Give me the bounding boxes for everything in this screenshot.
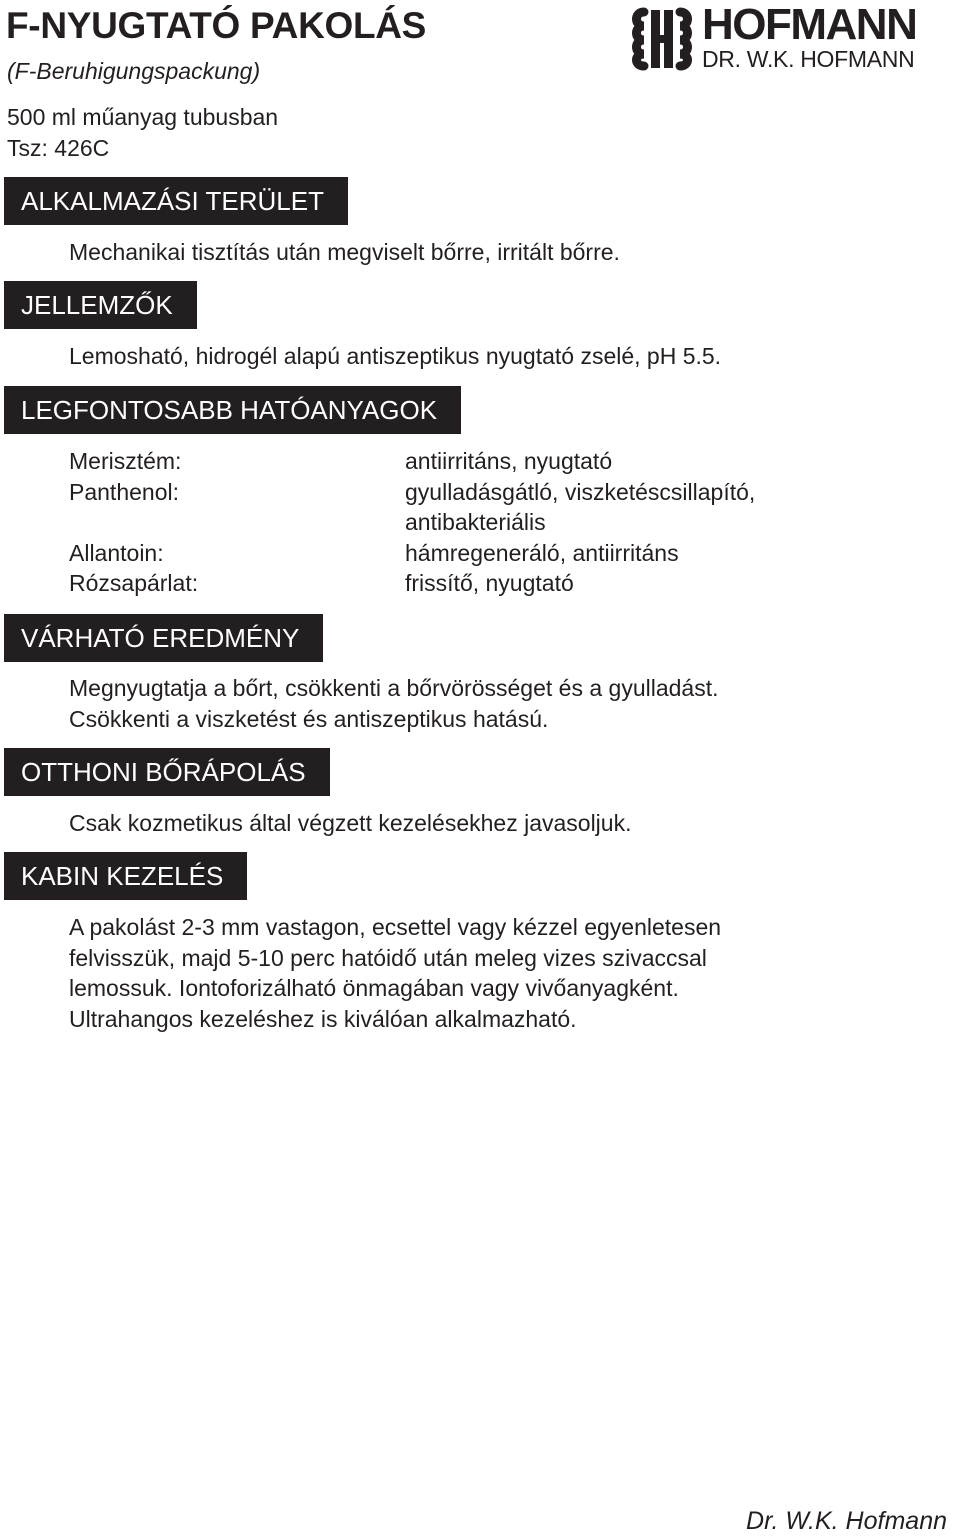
product-code: Tsz: 426C	[7, 135, 110, 161]
page-title: F-NYUGTATÓ PAKOLÁS	[6, 5, 427, 46]
section-header-application: ALKALMAZÁSI TERÜLET	[4, 177, 348, 225]
cabin-text-line: lemossuk. Iontoforizálható önmagában vagy vivőanyagként.	[69, 975, 679, 1001]
ingredient-effect: frissítő, nyugtató	[405, 570, 574, 596]
cabin-text-line: felvisszük, majd 5-10 perc hatóidő után meleg vizes szivaccsal	[69, 945, 707, 971]
hofmann-logo	[630, 0, 952, 72]
ingredient-name: Panthenol:	[69, 479, 179, 505]
section-header-properties: JELLEMZŐK	[4, 281, 197, 329]
package-info: 500 ml műanyag tubusban	[7, 104, 279, 130]
ingredient-name: Rózsapárlat:	[69, 570, 199, 596]
ingredient-name: Allantoin:	[69, 540, 164, 566]
ingredient-effect: gyulladásgátló, viszketéscsillapító,	[405, 479, 756, 505]
section-header-result: VÁRHATÓ EREDMÉNY	[4, 614, 323, 662]
properties-text: Lemosható, hidrogél alapú antiszeptikus nyugtató zselé, pH 5.5.	[69, 343, 722, 369]
page-subtitle: (F-Beruhigungspackung)	[7, 58, 261, 84]
cabin-text-line: Ultrahangos kezeléshez is kiválóan alkalmazható.	[69, 1006, 577, 1032]
signature: Dr. W.K. Hofmann	[746, 1507, 947, 1535]
hh-monogram-icon	[630, 6, 694, 72]
result-text-line: Csökkenti a viszketést és antiszeptikus hatású.	[69, 706, 549, 732]
cabin-text-line: A pakolást 2-3 mm vastagon, ecsettel vagy kézzel egyenletesen	[69, 914, 722, 940]
section-header-home-care: OTTHONI BŐRÁPOLÁS	[4, 748, 330, 796]
application-text: Mechanikai tisztítás után megviselt bőrre, irritált bőrre.	[69, 239, 620, 265]
ingredient-effect: hámregeneráló, antiirritáns	[405, 540, 679, 566]
ingredient-effect: antiirritáns, nyugtató	[405, 448, 613, 474]
ingredient-effect: antibakteriális	[405, 509, 546, 535]
logo-wordmark: HOFMANN	[702, 0, 917, 49]
section-header-cabin: KABIN KEZELÉS	[4, 852, 247, 900]
home-care-text: Csak kozmetikus által végzett kezelésekhez javasoljuk.	[69, 810, 632, 836]
section-header-ingredients: LEGFONTOSABB HATÓANYAGOK	[4, 386, 461, 434]
result-text-line: Megnyugtatja a bőrt, csökkenti a bőrvörösséget és a gyulladást.	[69, 675, 719, 701]
logo-subtitle: DR. W.K. HOFMANN	[702, 46, 915, 72]
ingredient-name: Merisztém:	[69, 448, 182, 474]
